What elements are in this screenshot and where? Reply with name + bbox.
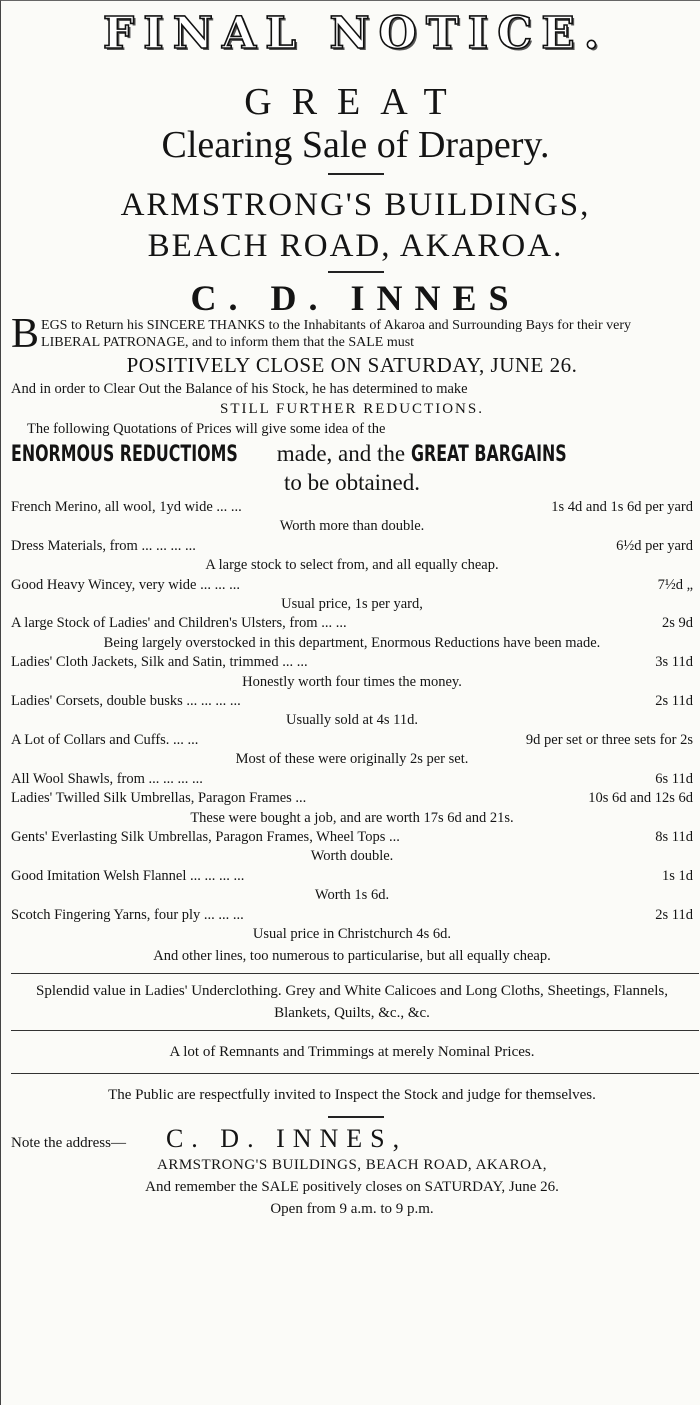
list-item <box>11 770 693 789</box>
item-note: Worth more than double. <box>279 518 425 535</box>
item-description: A Lot of Collars and Cuffs. ... ... <box>11 731 199 748</box>
list-item <box>11 789 693 808</box>
item-price: 9d per set or three sets for 2s <box>525 731 693 748</box>
made-and-the: made, and the <box>271 441 411 466</box>
note-address-label: Note the address— <box>11 1134 126 1151</box>
item-price: 6s 11d <box>655 770 693 787</box>
item-price: 3s 11d <box>655 654 693 671</box>
list-item <box>11 867 693 886</box>
item-price: 6½d per yard <box>616 537 693 554</box>
list-item <box>11 576 693 595</box>
closing-reminder: And remember the SALE positively closes on SATURDAY, June 26. <box>145 1178 559 1195</box>
remnants-text: A lot of Remnants and Trimmings at merely Nominal Prices. <box>169 1043 535 1060</box>
item-price: 2s 11d <box>655 693 693 710</box>
list-item <box>11 498 693 517</box>
enormous-reductions-line <box>11 439 693 470</box>
item-price: 2s 9d <box>661 615 693 632</box>
item-description: Gents' Everlasting Silk Umbrellas, Paragon Frames, Wheel Tops ... <box>11 828 400 845</box>
public-invitation: The Public are respectfully invited to Inspect the Stock and judge for themselves. <box>108 1086 596 1103</box>
merchant-name: C. D. INNES <box>190 278 521 318</box>
footer-merchant-name: C. D. INNES, <box>165 1123 408 1153</box>
divider <box>11 1030 699 1031</box>
great-heading: GREAT <box>244 81 467 123</box>
final-notice-heading: FINAL NOTICE. <box>102 8 609 59</box>
item-note: Usual price in Christchurch 4s 6d. <box>252 925 452 942</box>
item-price: 8s 11d <box>655 828 693 845</box>
item-price: 1s 1d <box>661 867 693 884</box>
buildings-heading: ARMSTRONG'S BUILDINGS, <box>120 187 591 223</box>
other-lines-note: And other lines, too numerous to particularise, but all equally cheap. <box>153 948 551 965</box>
list-item <box>11 653 693 672</box>
item-description: Scotch Fingering Yarns, four ply ... ... ... <box>11 906 244 923</box>
opening-hours: Open from 9 a.m. to 9 p.m. <box>270 1200 434 1217</box>
item-description: Ladies' Cloth Jackets, Silk and Satin, trimmed ... ... <box>11 654 308 671</box>
to-be-obtained: to be obtained. <box>283 470 421 495</box>
item-note: Being largely overstocked in this department, Enormous Reductions have been made. <box>103 634 601 651</box>
item-note: Worth 1s 6d. <box>314 887 390 904</box>
item-note: Worth double. <box>310 848 394 865</box>
item-description: French Merino, all wool, 1yd wide ... ... <box>11 499 242 515</box>
item-note: Most of these were originally 2s per set. <box>235 751 469 768</box>
intro-paragraph <box>11 311 693 357</box>
item-price: 1s 4d and 1s 6d per yard <box>551 499 693 515</box>
item-note: Honestly worth four times the money. <box>242 673 462 690</box>
item-description: Ladies' Twilled Silk Umbrellas, Paragon Frames ... <box>11 790 307 807</box>
list-item <box>11 537 693 556</box>
closing-date: POSITIVELY CLOSE ON SATURDAY, JUNE 26. <box>126 353 578 377</box>
item-description: A large Stock of Ladies' and Children's Ulsters, from ... ... <box>11 615 347 632</box>
item-description: Good Heavy Wincey, very wide ... ... ... <box>11 576 240 593</box>
item-description: Ladies' Corsets, double busks ... ... ... ... <box>11 693 241 710</box>
list-item <box>11 692 693 711</box>
intro-text: EGS to Return his SINCERE THANKS to the Inhabitants of Akaroa and Surrounding Bays for their very LIBERAL PATRONAGE, and to inform them that the SALE must <box>41 318 632 350</box>
item-description: Dress Materials, from ... ... ... ... <box>11 537 196 554</box>
divider <box>328 271 384 273</box>
great-bargains: GREAT BARGAINS <box>410 442 567 467</box>
order-text: And in order to Clear Out the Balance of his Stock, he has determined to make <box>11 381 468 397</box>
item-price: 10s 6d and 12s 6d <box>588 790 693 807</box>
list-item <box>11 828 693 847</box>
item-price: 2s 11d <box>655 906 693 923</box>
price-list <box>11 498 700 967</box>
item-price: 7½d „ <box>657 576 693 593</box>
list-item <box>11 906 693 925</box>
still-further-reductions: STILL FURTHER REDUCTIONS. <box>220 401 484 417</box>
item-description: Good Imitation Welsh Flannel ... ... ... ... <box>11 867 245 884</box>
divider <box>328 1116 384 1118</box>
footer-address: ARMSTRONG'S BUILDINGS, BEACH ROAD, AKAROA, <box>157 1156 547 1173</box>
drop-cap: B <box>11 311 40 357</box>
enormous-reductions: ENORMOUS REDUCTIOMS <box>11 442 238 467</box>
item-note: A large stock to select from, and all equally cheap. <box>205 557 499 574</box>
item-note: Usually sold at 4s 11d. <box>286 712 418 729</box>
list-item <box>11 614 693 633</box>
item-note: These were bought a job, and are worth 17s 6d and 21s. <box>190 809 514 826</box>
divider <box>11 973 699 974</box>
list-item <box>11 731 693 750</box>
item-description: All Wool Shawls, from ... ... ... ... <box>11 770 203 787</box>
road-heading: BEACH ROAD, AKAROA. <box>147 228 564 264</box>
item-note: Usual price, 1s per yard, <box>281 596 423 613</box>
quotations-text: The following Quotations of Prices will give some idea of the <box>27 421 386 437</box>
divider <box>11 1073 699 1074</box>
clearing-sale-heading: Clearing Sale of Drapery. <box>161 124 550 166</box>
divider <box>328 173 384 175</box>
note-address-line <box>11 1124 693 1154</box>
underclothing-paragraph: Splendid value in Ladies' Underclothing. Grey and White Calicoes and Long Cloths, Sheetings, Flannels, Blankets, Quilts, &c., &c. <box>36 982 668 1021</box>
